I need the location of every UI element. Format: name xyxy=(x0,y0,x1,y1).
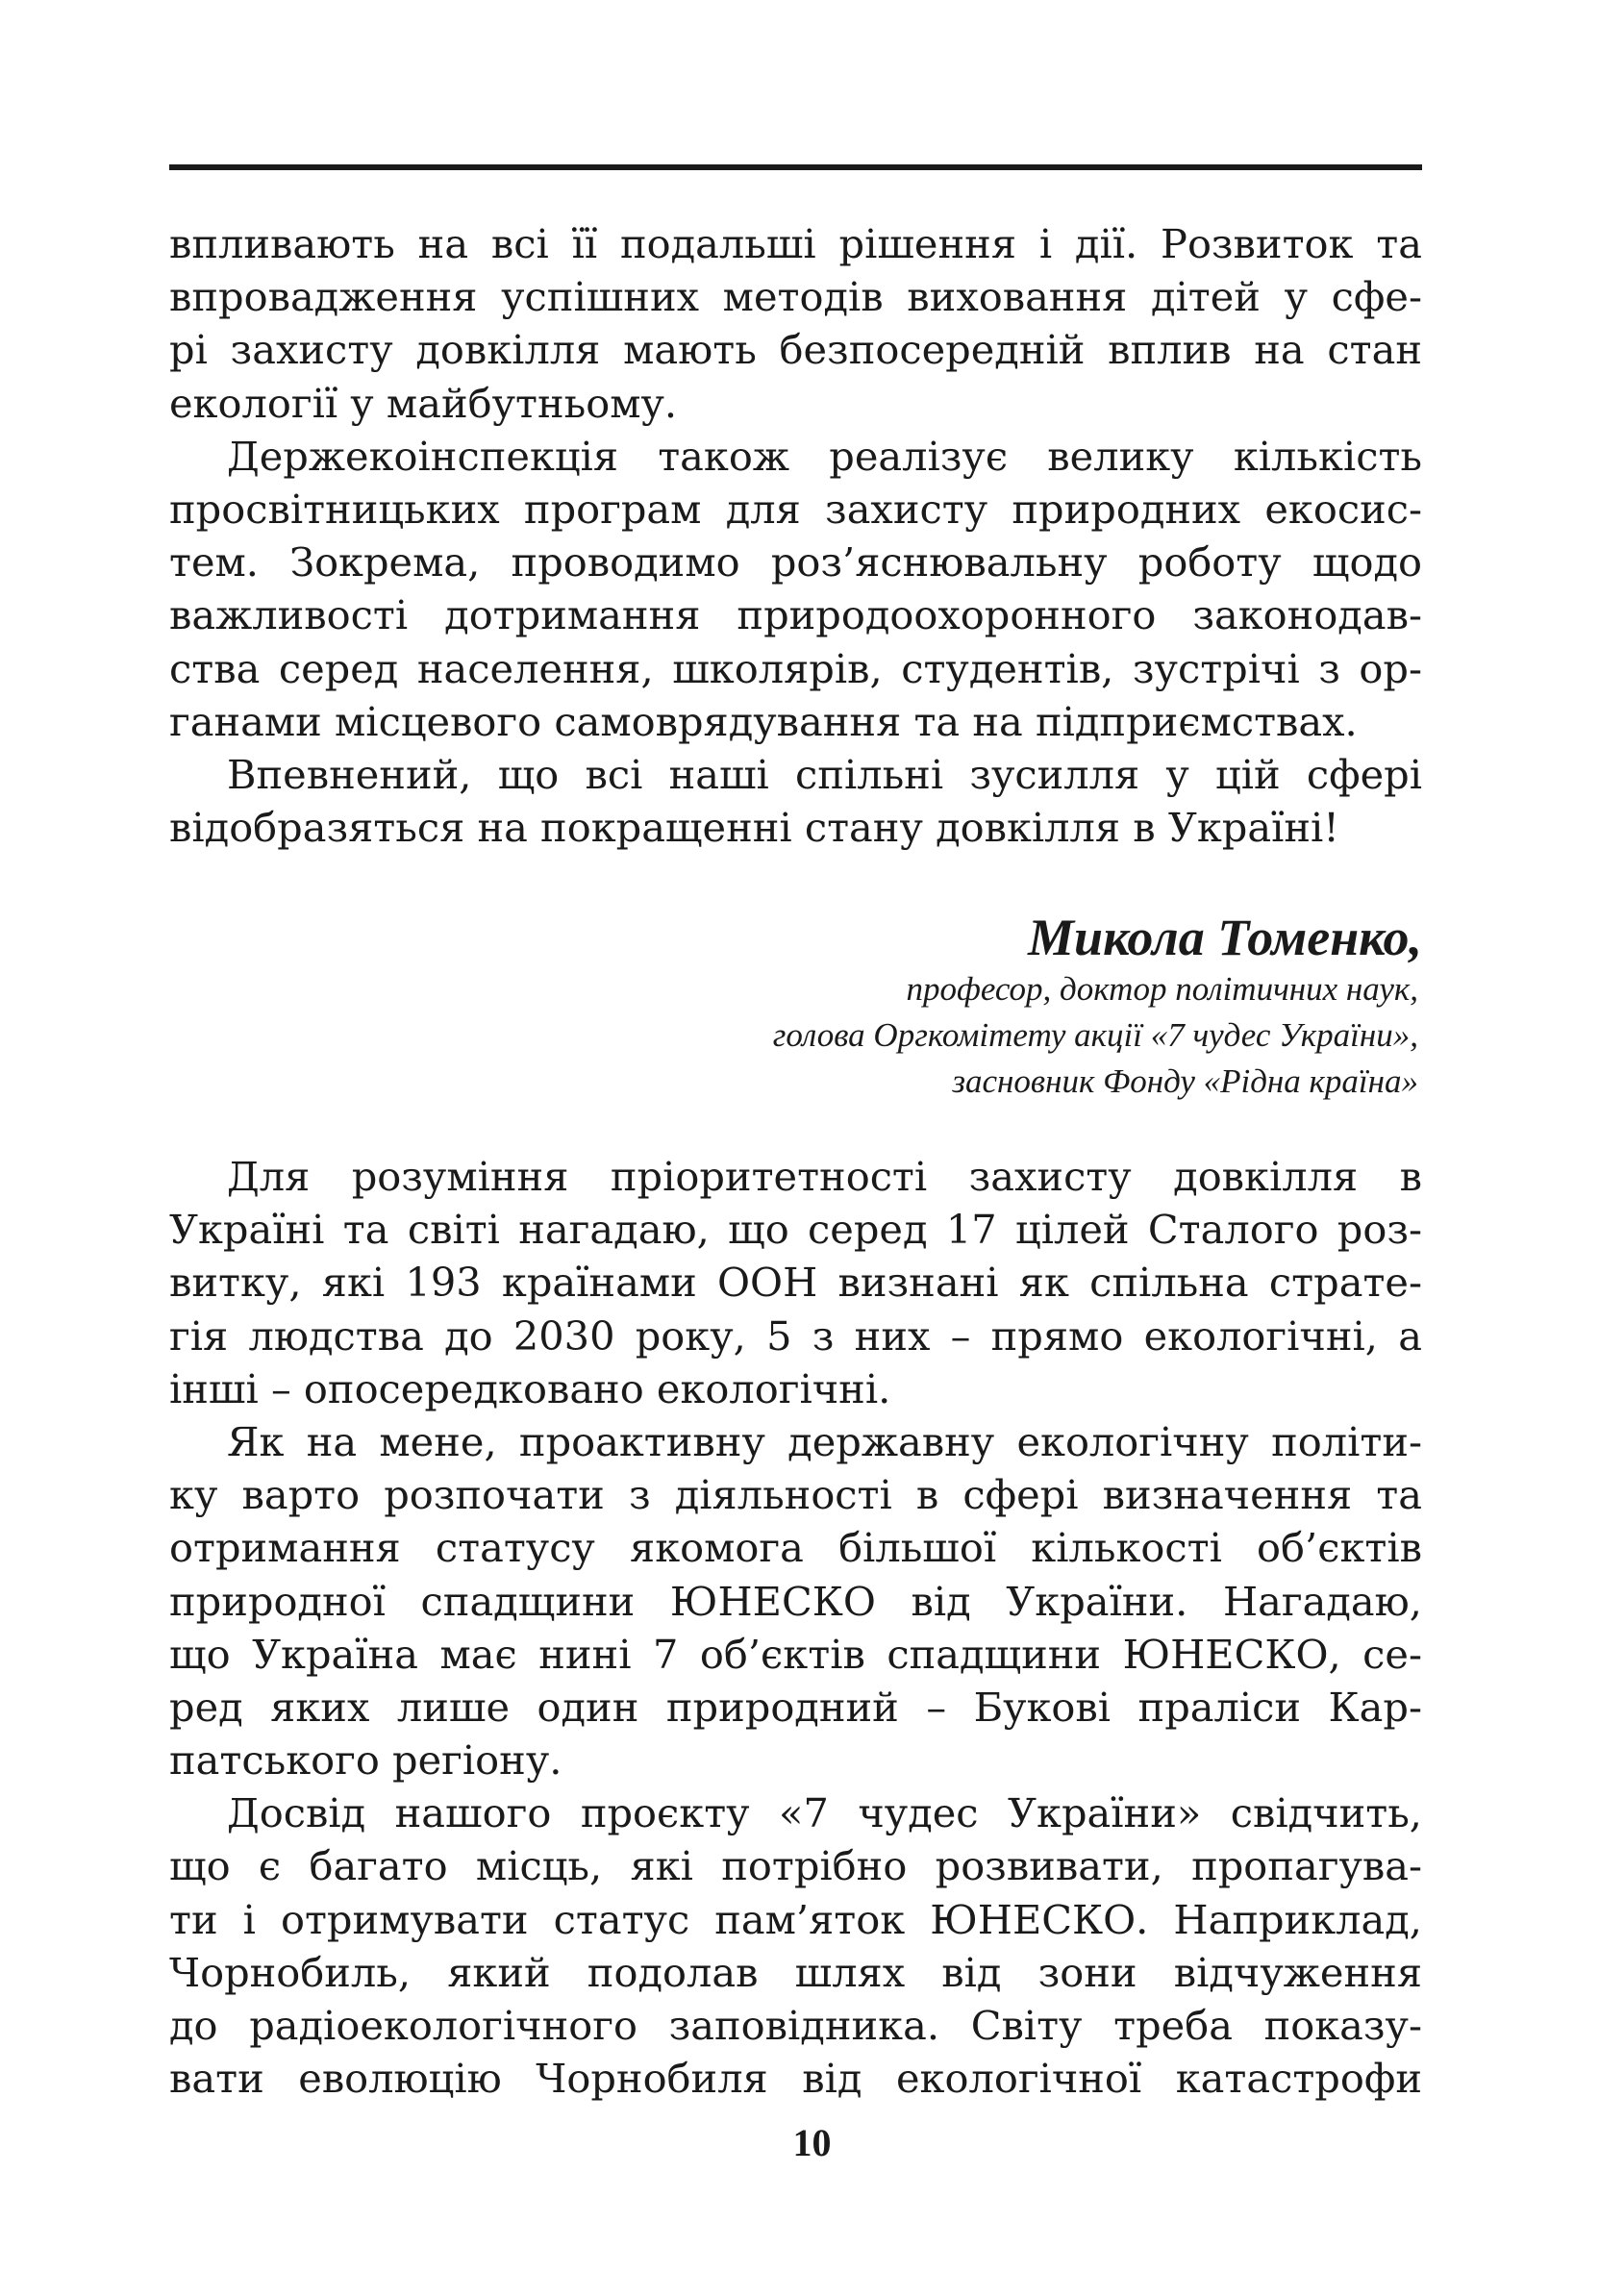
text-line: ганами місцевого самоврядування та на підприємствах. xyxy=(169,697,1358,745)
body-text-bottom xyxy=(169,1150,1422,2105)
text-line: ства серед населення, школярів, студентів, зустрічі з ор- xyxy=(169,644,1422,692)
text-line: Чорнобиль, який подолав шлях від зони відчуження xyxy=(169,1948,1422,1996)
text-line: впровадження успішних методів виховання дітей у сфе- xyxy=(169,273,1422,321)
text-line: впливають на всі її подальші рішення і дії. Розвиток та xyxy=(169,220,1422,267)
text-line: Як на мене, проактивну державну екологічну політи- xyxy=(227,1417,1422,1465)
text-line: ти і отримувати статус пам’яток ЮНЕСКО. Наприклад, xyxy=(169,1895,1422,1943)
text-line: що є багато місць, які потрібно розвивати, пропагува- xyxy=(169,1842,1422,1890)
text-line: природної спадщини ЮНЕСКО від України. Нагадаю, xyxy=(169,1577,1422,1625)
author-name: Микола Томенко, xyxy=(1028,909,1422,966)
text-line: ред яких лише один природний – Букові праліси Кар- xyxy=(169,1683,1422,1731)
text-line: інші – опосередковано екологічні. xyxy=(169,1364,891,1412)
text-line: тем. Зокрема, проводимо роз’яснювальну роботу щодо xyxy=(169,538,1422,587)
author-role-1: професор, доктор політичних наук, xyxy=(906,970,1418,1008)
text-line: Україні та світі нагадаю, що серед 17 цілей Сталого роз- xyxy=(169,1206,1422,1254)
text-line: витку, які 193 країнами ООН визнані як спільна страте- xyxy=(169,1259,1422,1307)
text-line: отримання статусу якомога більшої кількості об’єктів xyxy=(169,1524,1422,1572)
text-line: що Україна має нині 7 об’єктів спадщини ЮНЕСКО, се- xyxy=(169,1630,1422,1678)
text-line: Держекоінспекція також реалізує велику кількість xyxy=(227,432,1422,480)
text-line: вати еволюцію Чорнобиля від екологічної катастрофи xyxy=(169,2055,1422,2103)
header-rule xyxy=(169,164,1422,170)
text-line: екології у майбутньому. xyxy=(169,379,678,427)
page-number: 10 xyxy=(792,2121,832,2164)
author-role-2: голова Оргкомітету акції «7 чудес України», xyxy=(772,1016,1418,1054)
text-line: просвітницьких програм для захисту природних екосис- xyxy=(169,485,1422,533)
text-line: Досвід нашого проєкту «7 чудес України» свідчить, xyxy=(227,1789,1422,1837)
author-signature xyxy=(169,909,1422,1105)
text-line: ку варто розпочати з діяльності в сфері визначення та xyxy=(169,1471,1422,1519)
text-line: Для розуміння пріоритетності захисту довкілля в xyxy=(227,1153,1422,1200)
text-line: гія людства до 2030 року, 5 з них – прямо екологічні, а xyxy=(169,1311,1422,1360)
text-line: відобразяться на покращенні стану довкілля в Україні! xyxy=(169,804,1339,852)
text-line: до радіоекологічного заповідника. Світу треба показу- xyxy=(169,2002,1422,2049)
text-line: патського регіону. xyxy=(169,1736,562,1785)
text-line: рі захисту довкілля мають безпосередній вплив на стан xyxy=(169,326,1422,374)
text-line: важливості дотримання природоохоронного законодав- xyxy=(169,591,1422,639)
author-role-3: засновник Фонду «Рідна країна» xyxy=(952,1062,1418,1100)
body-text-top xyxy=(169,217,1422,854)
text-line: Впевнений, що всі наші спільні зусилля у цій сфері xyxy=(227,750,1422,798)
